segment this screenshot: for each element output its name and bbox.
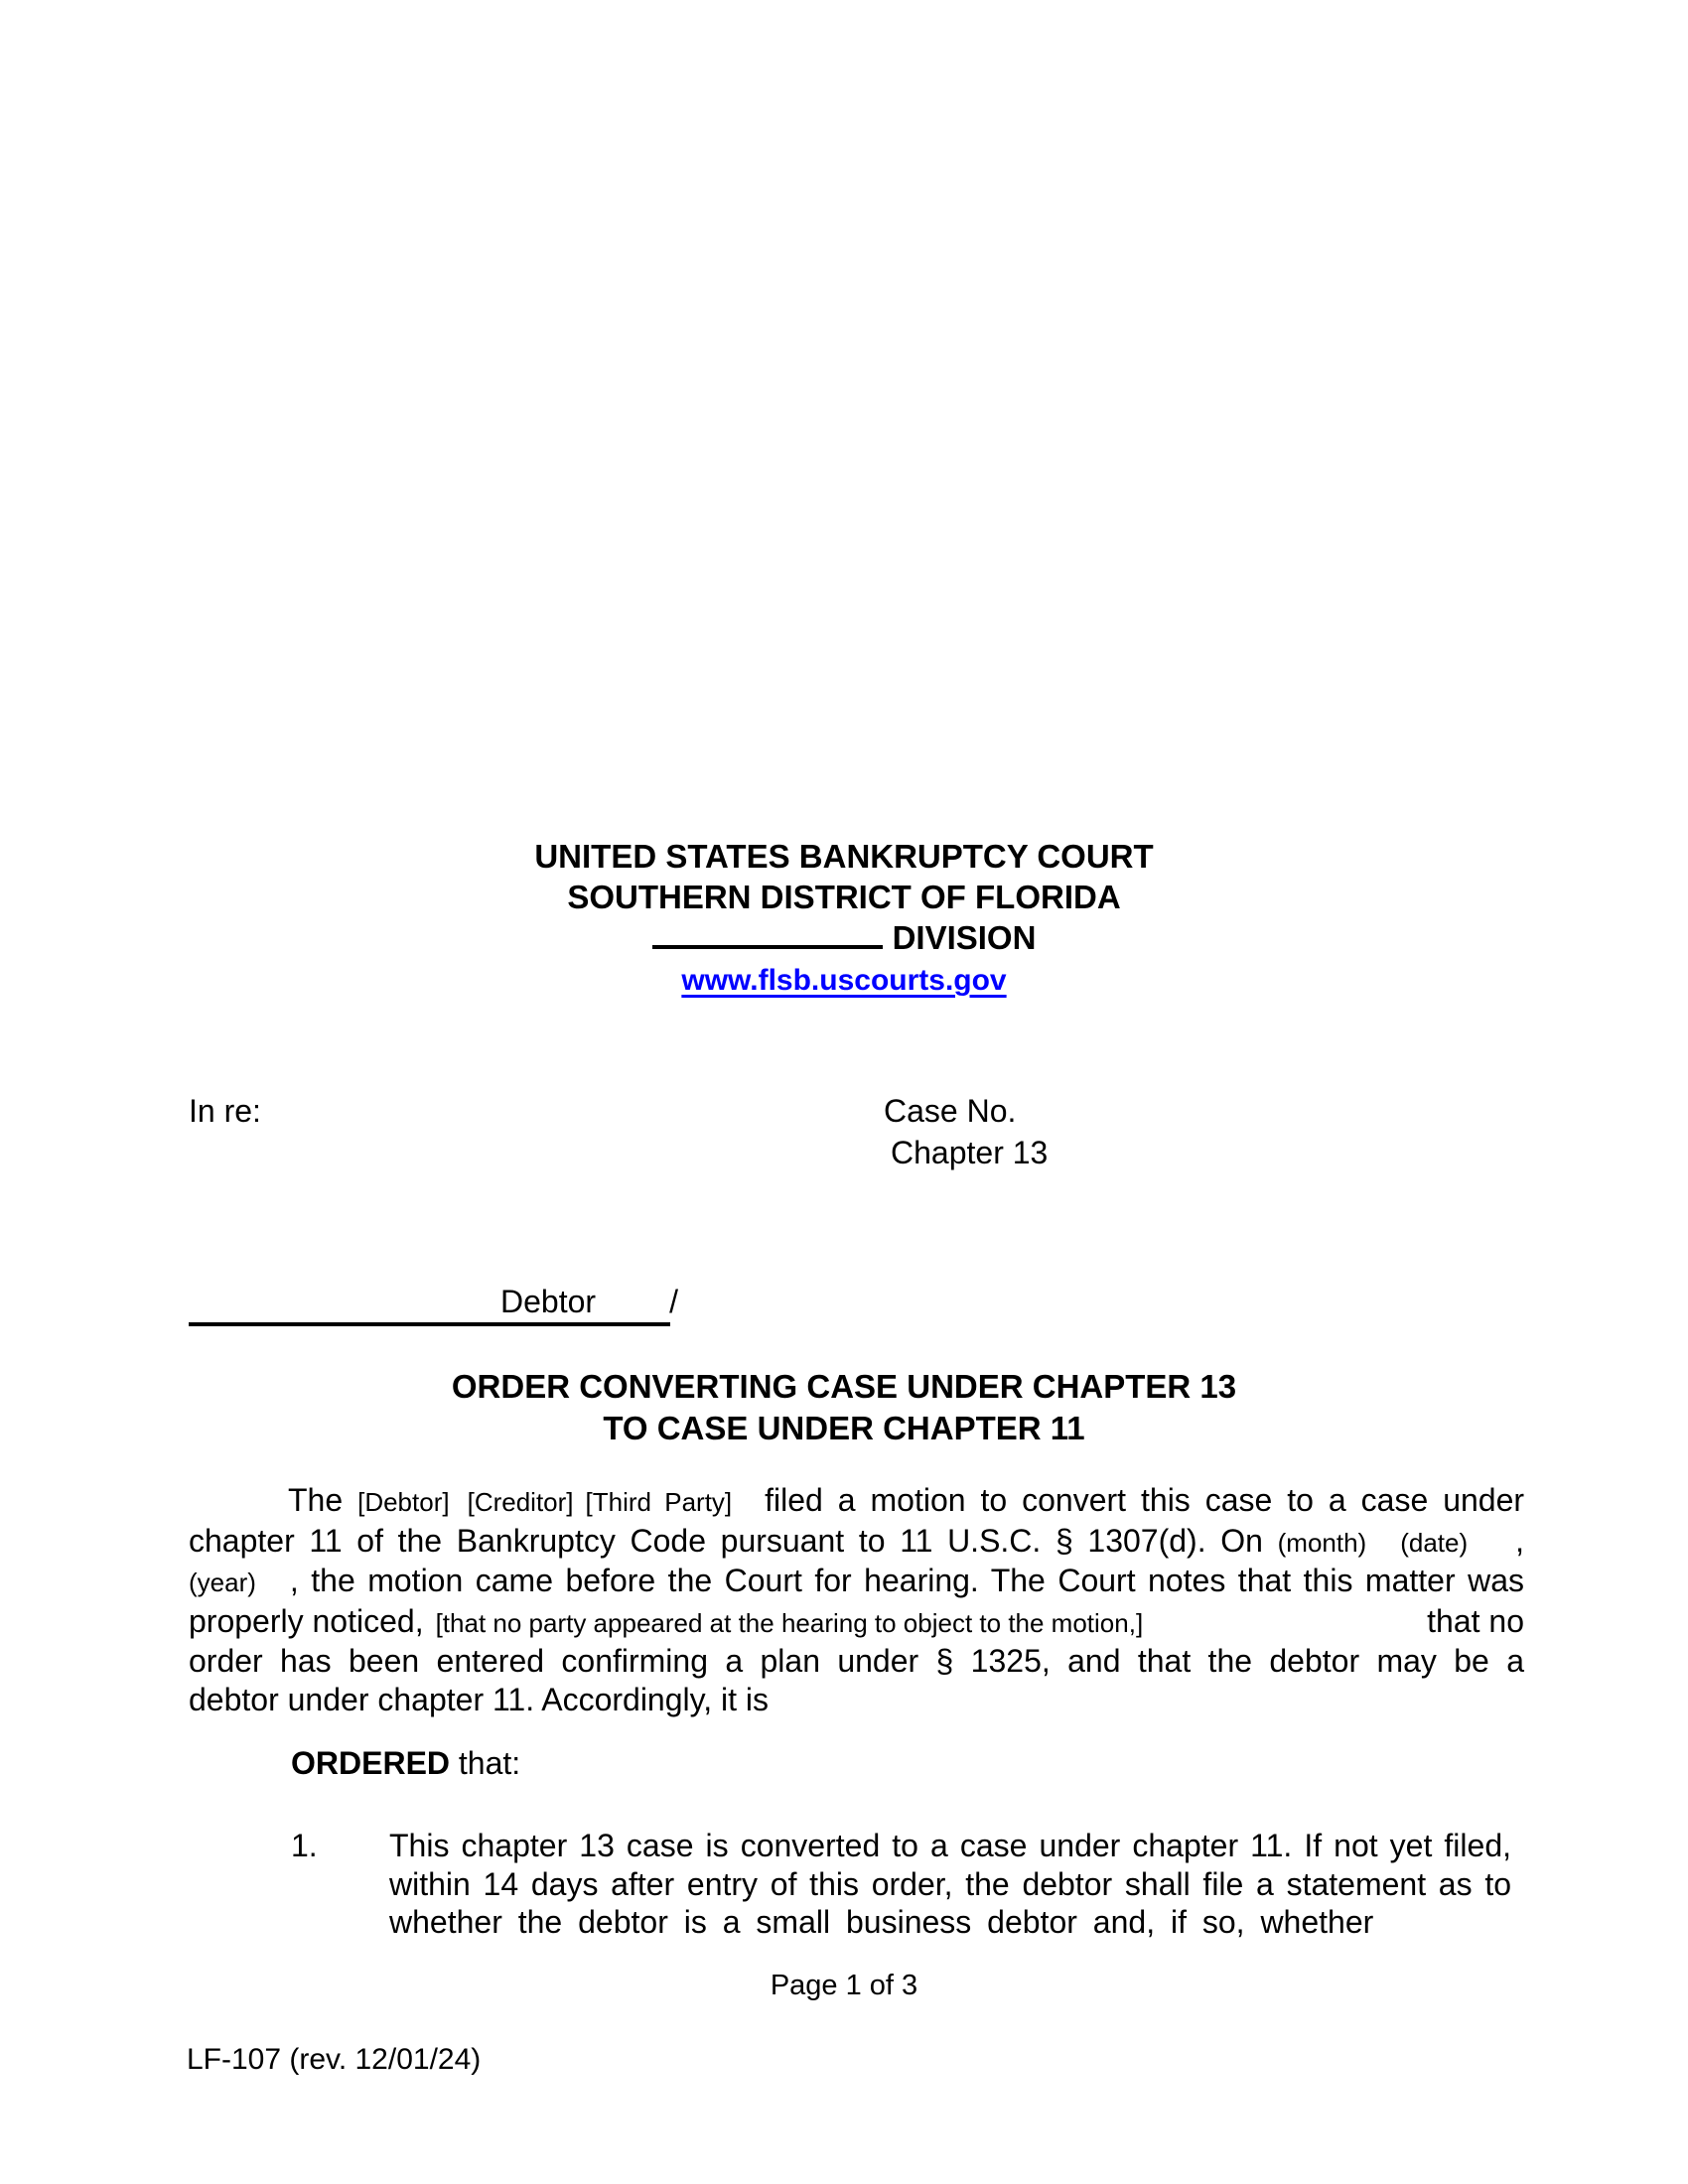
body-paragraph [189, 1481, 1524, 1719]
item-text [389, 1827, 1511, 1942]
division-line [0, 917, 1688, 958]
paragraph-text: properly noticed, [189, 1602, 424, 1639]
form-id: LF-107 (rev. 12/01/24) [187, 2043, 482, 2076]
ordered-keyword: ORDERED [291, 1745, 451, 1781]
order-title [0, 1366, 1688, 1449]
court-url-link[interactable]: www.flsb.uscourts.gov [681, 964, 1007, 997]
order-title-line2: TO CASE UNDER CHAPTER 11 [603, 1410, 1085, 1446]
ordered-rest: that: [450, 1745, 521, 1781]
month-placeholder: (month) [1277, 1527, 1367, 1558]
paragraph-line-4 [189, 1602, 1524, 1643]
paragraph-text: that no [1427, 1602, 1524, 1639]
hearing-bracket-text: [that no party appeared at the hearing to object to the motion,] [435, 1607, 1144, 1638]
chapter-label: Chapter 13 [891, 1135, 1049, 1170]
debtor-placeholder: [Debtor] [357, 1487, 450, 1517]
court-name: UNITED STATES BANKRUPTCY COURT [534, 838, 1154, 875]
case-no-label: Case No. [884, 1093, 1017, 1129]
item-line-2: within 14 days after entry of this order, the debtor shall file a statement as to [389, 1865, 1511, 1902]
division-label: DIVISION [892, 919, 1037, 956]
division-blank-line [652, 945, 883, 949]
court-header [0, 836, 1688, 1001]
debtor-label: Debtor [500, 1284, 597, 1319]
creditor-placeholder: [Creditor] [467, 1487, 574, 1517]
ordered-clause [291, 1745, 520, 1782]
paragraph-text: , [1515, 1522, 1525, 1559]
ordered-item-1 [291, 1827, 1514, 1942]
court-url-line [0, 958, 1688, 1001]
date-placeholder: (date) [1400, 1527, 1469, 1558]
paragraph-text: The [288, 1482, 344, 1518]
in-re-label: In re: [189, 1093, 261, 1129]
paragraph-line-2 [189, 1522, 1524, 1563]
paragraph-line-3 [189, 1562, 1524, 1602]
order-title-line1: ORDER CONVERTING CASE UNDER CHAPTER 13 [451, 1368, 1237, 1405]
year-placeholder: (year) [189, 1568, 256, 1598]
paragraph-line-1 [189, 1481, 1524, 1522]
item-line-3: whether the debtor is a small business debtor and, if so, whether [389, 1904, 1374, 1941]
page-number: Page 1 of 3 [770, 1970, 918, 2001]
paragraph-text: chapter 11 of the Bankruptcy Code pursuant to 11 U.S.C. § 1307(d). On [189, 1522, 1263, 1559]
paragraph-line-5: order has been entered confirming a plan under § 1325, and that the debtor may be a [189, 1643, 1524, 1680]
debtor-blank-line [189, 1284, 678, 1326]
paragraph-text: filed a motion to convert this case to a case under [765, 1482, 1525, 1518]
district-name: SOUTHERN DISTRICT OF FLORIDA [567, 879, 1121, 915]
item-line-1: This chapter 13 case is converted to a case under chapter 11. If not yet filed, [389, 1828, 1511, 1863]
paragraph-line-6: debtor under chapter 11. Accordingly, it is [189, 1681, 770, 1717]
debtor-line-slash: / [669, 1284, 678, 1319]
paragraph-text: , the motion came before the Court for hearing. The Court notes that this matter was [289, 1563, 1524, 1599]
item-number: 1. [291, 1828, 318, 1863]
third-party-placeholder: [Third Party] [585, 1487, 733, 1517]
